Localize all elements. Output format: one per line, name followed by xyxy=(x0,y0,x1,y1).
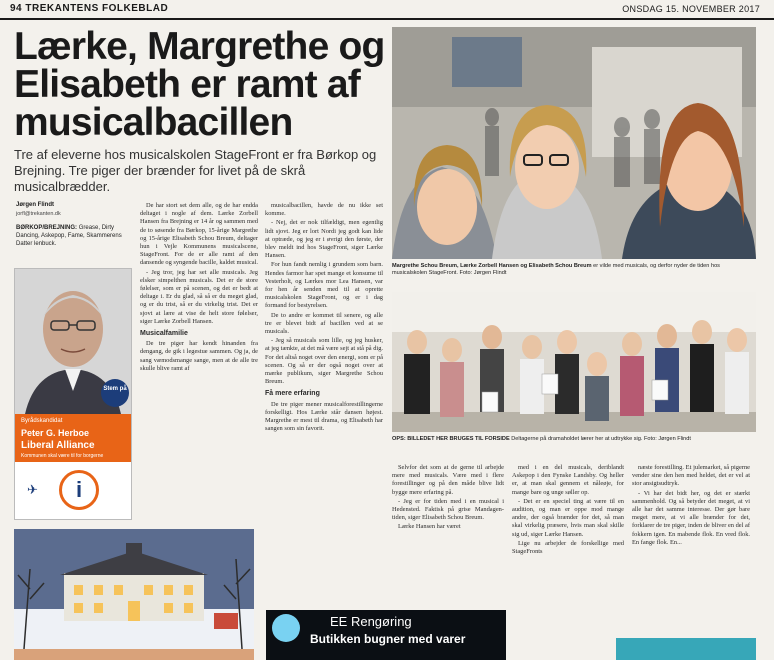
rengoring-subtitle: Butikken bugner med varer xyxy=(310,632,466,646)
corner-ad xyxy=(616,638,756,660)
article-lead: Tre af eleverne hos musicalskolen StageFront er fra Børkop og Brejning. Tre piger der brænder for livet på de skrå musicalbrædder. xyxy=(14,147,377,194)
paragraph: - Nej, det er nok tilfældigt, men egentlig lidt sjovt. Jeg er lort Nordi jeg godt kan lide at optræde, og jeg er i øvrigt den første, der blev meldt ind hos StageFront, siger Lærke Hansen. xyxy=(265,219,383,260)
rengoring-ad[interactable] xyxy=(266,610,506,660)
rengoring-logo-icon xyxy=(272,614,300,642)
candidate-ad[interactable] xyxy=(14,268,132,520)
info-area xyxy=(15,462,131,519)
text-column-4 xyxy=(512,464,624,644)
paragraph: De tre piger har kendt hinanden fra dengang, de gik i legestue sammen. Og ja, de sang væmodsmange sange, men at de alle tre skulle blive ramt af xyxy=(140,340,258,372)
paragraph: De to andre er kommet til senere, og alle tre er blevet bidt af bacillen ved at se musicals. xyxy=(265,311,383,336)
paragraph: - Jeg er for tiden med i en musical i Hedensted. Faktisk på grise Mandagen-tiden, siger Elisabeth Schou Breum. xyxy=(392,497,504,522)
photo-three-girls xyxy=(392,27,756,259)
caption-bold: Margrethe Schou Breum, Lærke Zorbell Hansen og Elisabeth Schou Breum xyxy=(392,263,592,269)
paragraph: - Jeg tror, jeg har set alle musicals. Jeg elsker simpelthen musicals. Det er de store følelser, som er på scenen, og det er bedt at deltage i. Er du glad, så så er du meget glad, og er du trist, så er du virkelig trist. Det er sjovt at lære at vise de helt store følelser, siger Lærke Zorbell Hansen. xyxy=(140,268,258,325)
tags-text: Grease, Dirty Dancing, Askepop, Fame, Skammerens Datter lenbuck. xyxy=(16,225,122,247)
tags-label: BØRKOP/BREJNING: xyxy=(16,225,78,231)
paragraph: - Det er en speciel ting at være til en audition, og man er oppe mod mange andre, der også brænder for det, så man skal virkelig præsere, hvis man skal skille sig ud, siger Lærke Hansen. xyxy=(512,497,624,538)
bird-icon: ✈ xyxy=(27,482,38,497)
candidate-role: Byrådskandidat xyxy=(21,418,63,424)
byline-email: jorfl@trekanten.dk xyxy=(16,211,61,217)
vote-badge: Stem på xyxy=(101,379,129,407)
photo-drama-group xyxy=(392,292,756,432)
paragraph: For hun fandt nemlig i grundem som barn. Hendes farmor har spet mange et konsume til Vesterholt, og Lærkes mor Lea Hansen, var for hen år senden med til at oprette musicalskolen StageFront, og er i dag formand for bestyrelsen. xyxy=(265,261,383,310)
paragraph: - Jeg så musicals som lille, og jeg husker, at jeg tænkte, at det må være sejt at stå på dig. For det altså noget over den energi, som er på scenen. Og så er der også noget over at mærke publikum, siger Margrethe Schou Breum. xyxy=(265,337,383,386)
photo-caption-2 xyxy=(392,436,756,443)
paragraph: Lige nu arbejder de forskellige med StageFronts xyxy=(512,539,624,556)
paragraph: Selvfor det som at de gerne til arbejde mere med musicals. Være med i flere forestillinger og på den måde blive lidt bygge mere erfaring på. xyxy=(392,464,504,496)
paragraph: musicalbacillen, havde de nu ikke set komme. xyxy=(265,202,383,218)
byline: Jørgen Flindt xyxy=(16,202,54,208)
paragraph: - Vi har det bidt her, og det er stærkt sammenhold. Og så betyder det meget, at vi alle har det samme interesse. Der gør bare meget mere, at vi alle brænder for det, forklarer de tre piger, inden de bliver en del af fokkern igen. En mabende flok. En vred flok. En fange flok. En... xyxy=(632,489,750,546)
photo-caption-1 xyxy=(392,263,756,277)
caption-bold: OPS: BILLEDET HER BRUGES TIL FORSIDE xyxy=(392,436,510,442)
caption-text: er vilde med musicals, og derfor nyder de tiden hos musicalskolen StageFront. Foto: Jørgen Flindt xyxy=(392,263,720,276)
candidate-party: Liberal Alliance xyxy=(21,440,95,451)
text-column-3 xyxy=(392,464,504,604)
candidate-banner xyxy=(15,414,131,462)
paragraph: De tre piger mener musicalforestillingerne forskelligt. Hos Lærke står dansen højest. Margrethe er mest til drama, og Elisabeth har sangen som sin favorit. xyxy=(265,400,383,433)
issue-date: ONSDAG 15. NOVEMBER 2017 xyxy=(622,4,760,14)
info-icon: i xyxy=(59,470,99,510)
bottom-strip-ad xyxy=(14,649,254,660)
paragraph: næste forestilling. Et julemarket, så pigerne vender sine den hen med heldet, det er vel at stor ansigtsudtryk. xyxy=(632,464,750,488)
candidate-name: Peter G. Herboe xyxy=(21,428,90,438)
text-column-2 xyxy=(265,202,383,612)
paragraph: De har stort set dem alle, og de har endda deltaget i nogle af dem. Lærke Zorbell Hansen fra Brejning er 14 år og sammen med de to søsende fra Børkop, 15-årige Margrethe og 15-årige Elisabeth Schou Breum, deltager hun i Vejle Kommunens musicalscene, StageFront. For de er alle ramt af den dansende og syngende bacille, kaldet musical. xyxy=(140,202,258,267)
paragraph: med i en del musicals, deriblandt Askepop i den Fynske Landsby. Og heller er, at man skal gennem et nåleøje, for mange bare og unge søller op. xyxy=(512,464,624,496)
candidate-tagline: Kommunen skal være til for borgerne xyxy=(21,453,104,459)
castle-ad[interactable] xyxy=(14,529,254,649)
masthead xyxy=(0,0,774,20)
subheading: Få mere erfaring xyxy=(265,390,320,398)
caption-text: Deltagerne på dramaholdet lærer her at udtrykke sig. Foto: Jørgen Flindt xyxy=(511,436,691,442)
subheading: Musicalfamilie xyxy=(140,330,188,338)
section-label: 94 TREKANTENS FOLKEBLAD xyxy=(10,3,169,14)
article-tags xyxy=(16,224,133,248)
rengoring-title: EE Rengøring xyxy=(330,614,412,629)
paragraph: Lærke Hansen har været xyxy=(398,523,461,531)
text-column-1 xyxy=(140,202,258,527)
article-headline: Lærke, Margrethe og Elisabeth er ramt af musicalbacillen xyxy=(14,25,385,144)
text-column-5 xyxy=(632,464,750,634)
